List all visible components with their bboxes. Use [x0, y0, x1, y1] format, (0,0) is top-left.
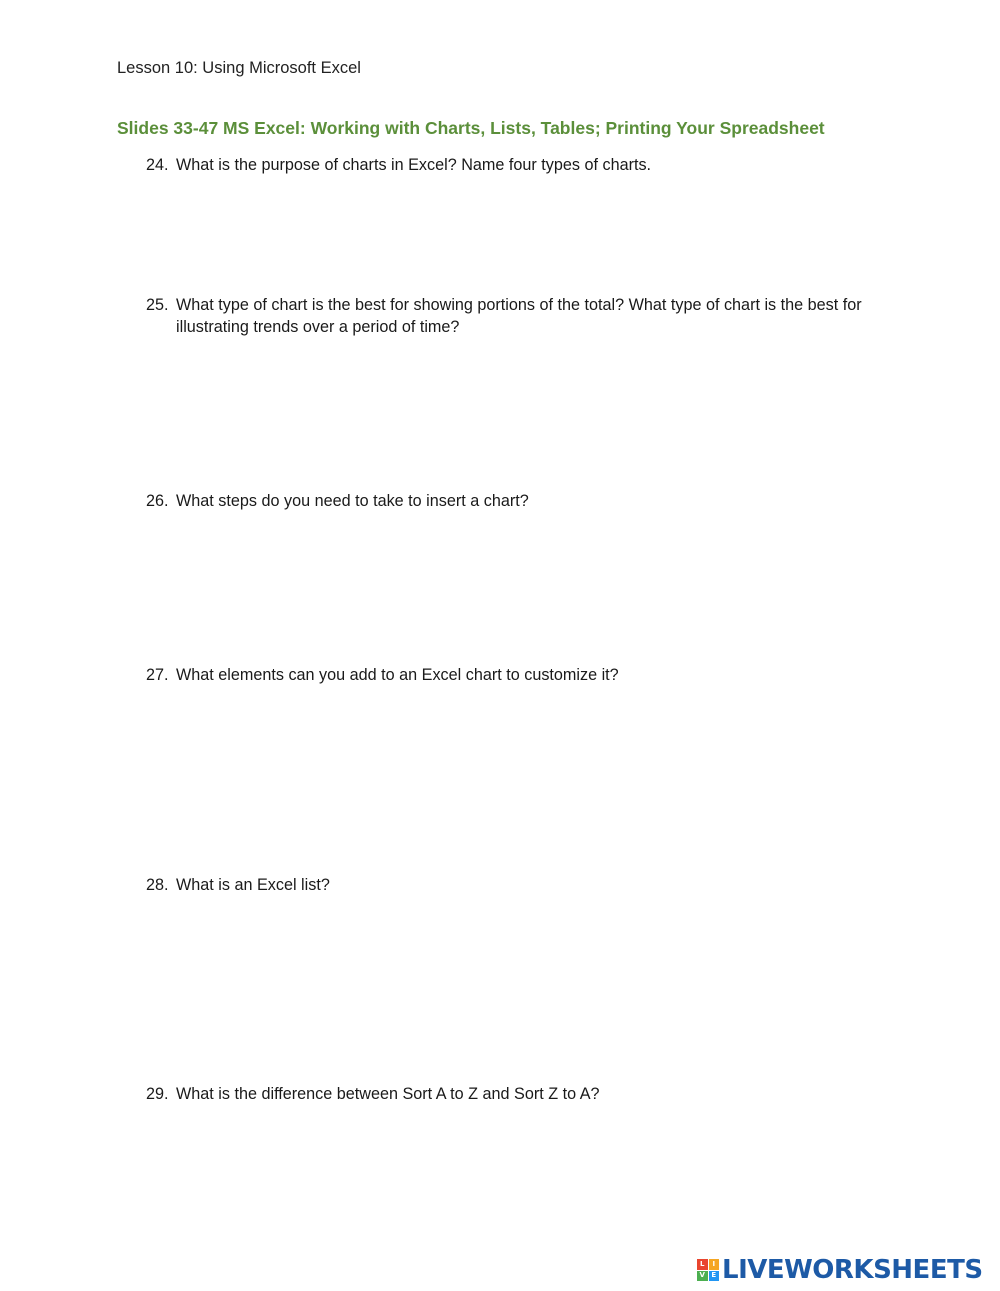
- question-text: What is the purpose of charts in Excel? Name four types of charts.: [176, 156, 652, 174]
- question-text: What elements can you add to an Excel chart to customize it?: [176, 666, 619, 684]
- logo-block-v: V: [697, 1271, 708, 1282]
- answer-space-28[interactable]: [176, 908, 876, 998]
- question-text: What is an Excel list?: [176, 876, 330, 894]
- question-number: 28.: [146, 876, 169, 894]
- logo-block-l: L: [697, 1259, 708, 1270]
- question-number: 29.: [146, 1085, 169, 1103]
- question-number: 27.: [146, 666, 169, 684]
- answer-space-24[interactable]: [176, 188, 876, 278]
- logo-block-e: E: [709, 1271, 720, 1282]
- logo-block-i: I: [709, 1259, 720, 1270]
- section-heading: Slides 33-47 MS Excel: Working with Charts, Lists, Tables; Printing Your Spreadsheet: [117, 118, 825, 138]
- question-29: [146, 1083, 876, 1105]
- question-text: What is the difference between Sort A to Z and Sort Z to A?: [176, 1085, 600, 1103]
- answer-space-27[interactable]: [176, 698, 876, 788]
- question-number: 24.: [146, 156, 169, 174]
- question-27: [146, 664, 876, 686]
- question-number: 25.: [146, 296, 169, 314]
- question-25: [146, 294, 876, 338]
- answer-space-26[interactable]: [176, 524, 876, 614]
- liveworksheets-logo[interactable]: [697, 1255, 983, 1285]
- question-number: 26.: [146, 492, 169, 510]
- question-text: What type of chart is the best for showing portions of the total? What type of chart is the best for illustrating trends over a period of time?: [176, 296, 862, 336]
- answer-space-25[interactable]: [176, 350, 876, 440]
- lesson-title: Lesson 10: Using Microsoft Excel: [117, 59, 361, 77]
- logo-text: LIVEWORKSHEETS: [722, 1255, 983, 1285]
- question-24: [146, 154, 876, 176]
- question-28: [146, 874, 876, 896]
- question-text: What steps do you need to take to insert a chart?: [176, 492, 529, 510]
- question-26: [146, 490, 876, 512]
- logo-blocks-icon: [697, 1259, 719, 1281]
- answer-space-29[interactable]: [176, 1117, 876, 1207]
